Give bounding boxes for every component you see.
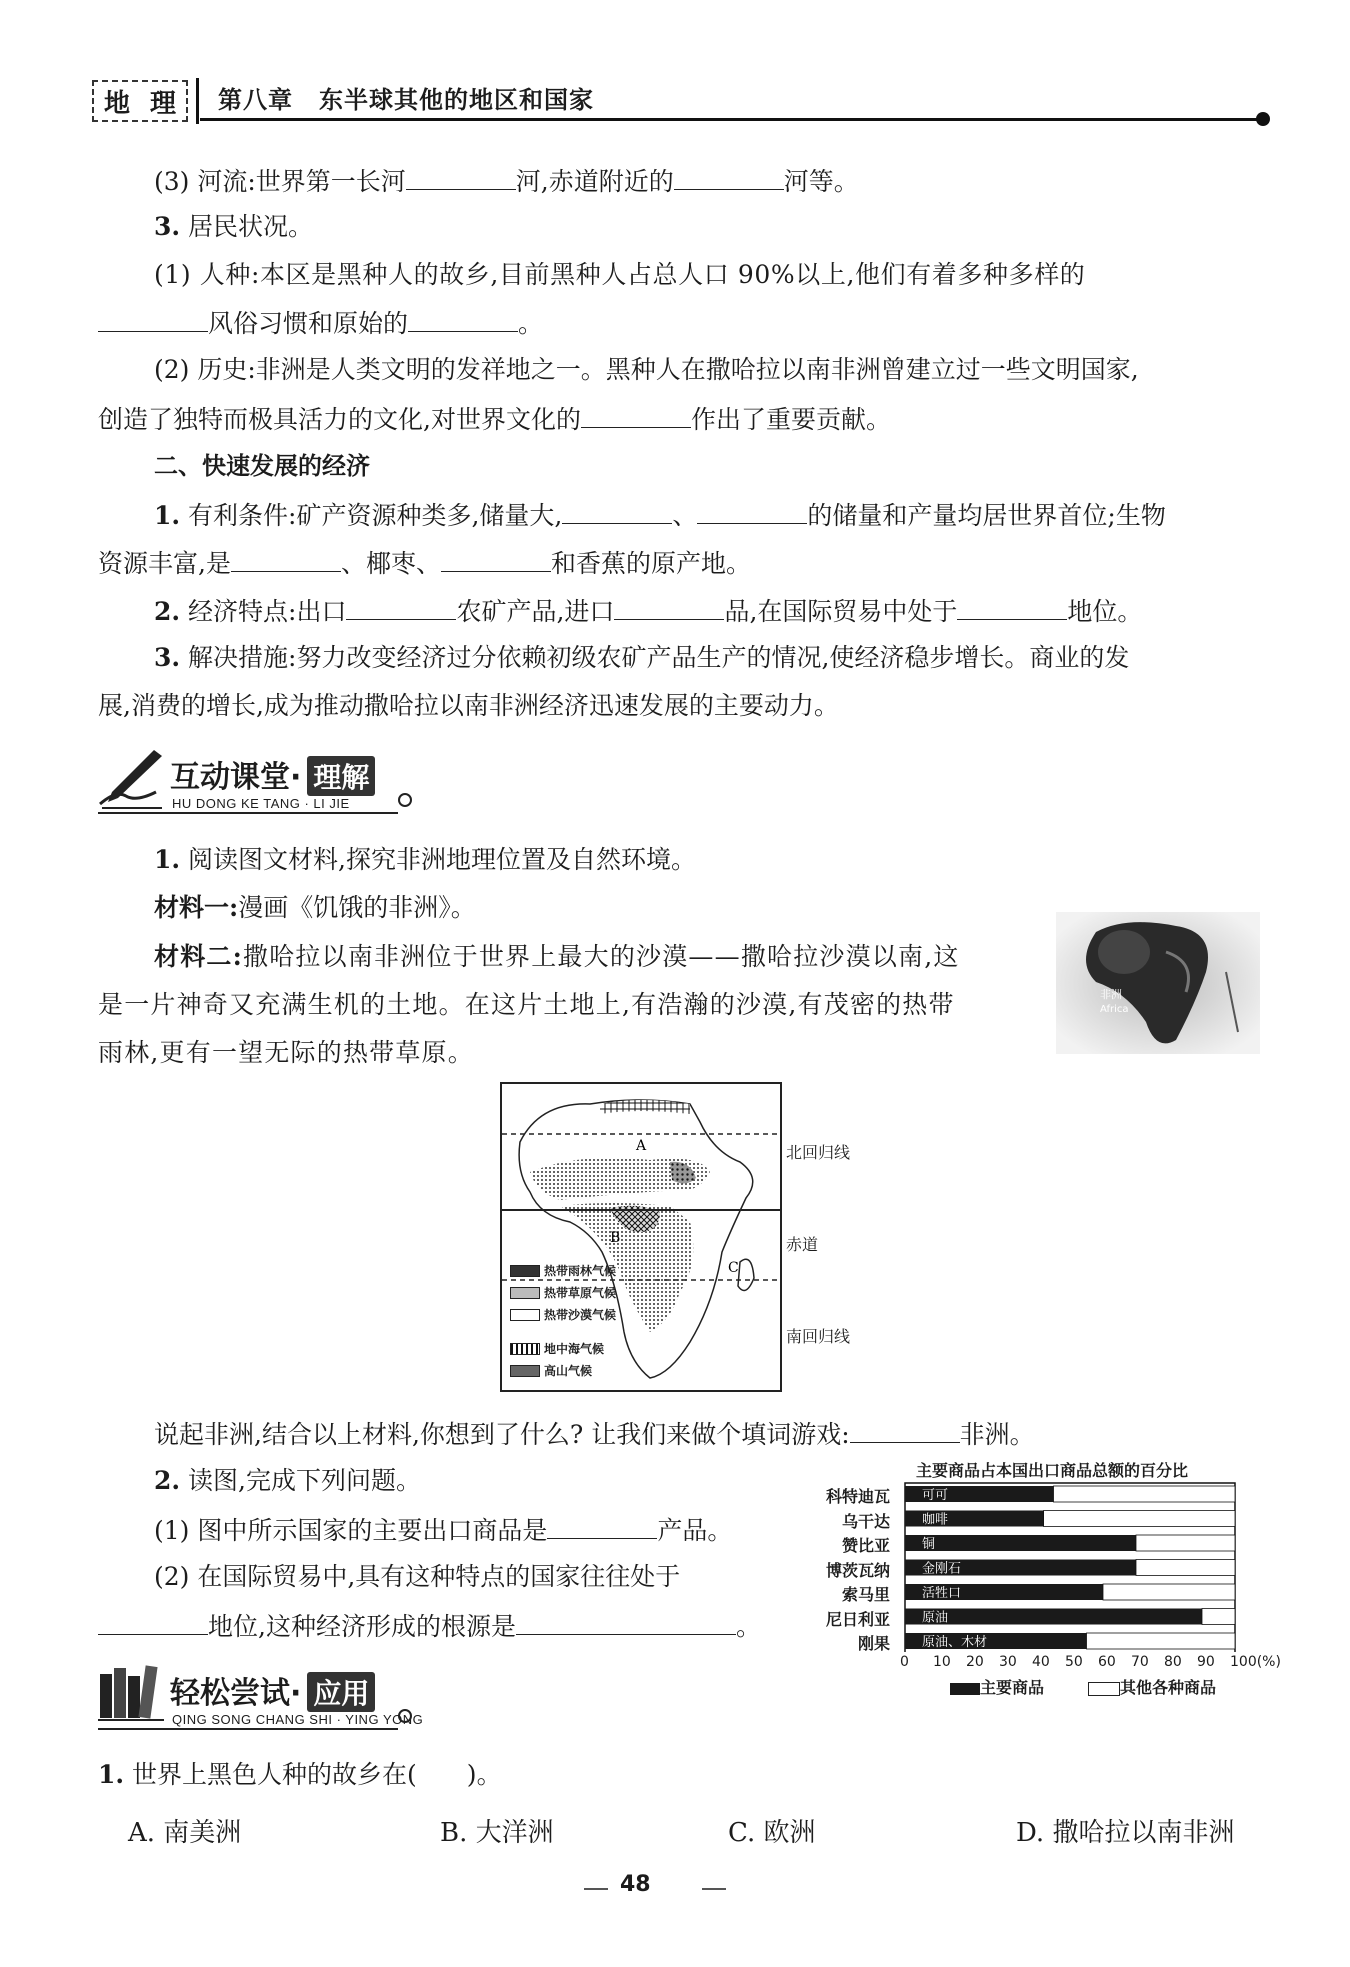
chart-legend-main [950, 1675, 1044, 1698]
text-line [98, 401, 891, 437]
text: (1) 人种:本区是黑种人的故乡,目前黑种人占总人口 90%以上,他们有着多种多样的 [154, 260, 1086, 289]
header-divider [196, 78, 199, 124]
section-ring [398, 793, 412, 807]
bar-other-1 [1044, 1511, 1235, 1527]
map-point-a: A [636, 1138, 647, 1154]
map-point-c: C [728, 1260, 739, 1276]
question-line [154, 1464, 421, 1498]
legend-label: 热带雨林气候 [544, 1264, 617, 1278]
bar-main-5 [905, 1609, 1202, 1625]
bar-label-6: 原油、木材 [922, 1635, 988, 1650]
material-line [98, 1036, 474, 1070]
text-line [154, 210, 313, 244]
text: (2) 历史:非洲是人类文明的发祥地之一。黑种人在撒哈拉以南非洲曾建立过一些文明国家, [154, 355, 1139, 384]
material-label: 材料一: [154, 893, 239, 922]
page-number: 48 [620, 1872, 651, 1897]
text: 解决措施:努力改变经济过分依赖初级农矿产品生产的情况,使经济稳步增长。商业的发 [180, 643, 1130, 672]
text: 、椰枣、 [340, 549, 441, 578]
text: 产品。 [657, 1516, 733, 1545]
item-number: 3. [154, 643, 181, 672]
text: 农矿产品,进口 [456, 597, 615, 626]
text: 风俗习惯和原始的 [208, 309, 409, 338]
fill-word-game [154, 1416, 1035, 1452]
question-line [154, 843, 696, 877]
answer-blank[interactable] [441, 545, 551, 572]
bar-label-3: 金刚石 [922, 1561, 962, 1577]
chart-legend-other [1088, 1675, 1216, 1698]
question-number: 1. [154, 845, 181, 874]
chart-category-label: 赞比亚 [841, 1536, 890, 1555]
answer-blank[interactable] [231, 545, 341, 572]
text: (1) 图中所示国家的主要出口商品是 [154, 1516, 548, 1545]
map-line-label: 南回归线 [786, 1327, 851, 1346]
chapter-number: 第八章 [218, 85, 293, 114]
text-line [154, 641, 1129, 675]
subject-char-2: 理 [149, 88, 176, 119]
bar-other-0 [1054, 1486, 1236, 1502]
legend-swatch-other [1088, 1682, 1120, 1696]
option-c[interactable]: C. 欧洲 [728, 1818, 816, 1848]
chart-x-tick: 10 [933, 1654, 951, 1670]
material-line [154, 891, 476, 925]
answer-blank[interactable] [697, 497, 807, 524]
text: 和香蕉的原产地。 [550, 549, 751, 578]
question-line [98, 1608, 761, 1644]
text-line [98, 689, 839, 723]
text: 作出了重要贡献。 [690, 405, 891, 434]
item-number: 2. [154, 597, 181, 626]
text-line [98, 305, 543, 341]
chart-category-label: 乌干达 [841, 1511, 890, 1531]
option-b[interactable]: B. 大洋洲 [440, 1818, 554, 1848]
text: 的储量和产量均居世界首位;生物 [807, 501, 1166, 530]
legend-swatch-main [950, 1683, 980, 1695]
answer-blank[interactable] [98, 1608, 208, 1635]
section-tag: 应用 [307, 1672, 375, 1712]
option-d[interactable]: D. 撒哈拉以南非洲 [1016, 1818, 1235, 1848]
bar-label-0: 可可 [922, 1488, 949, 1503]
chart-x-tick: 80 [1164, 1654, 1182, 1670]
material-line [98, 988, 955, 1022]
section-ring [398, 1709, 412, 1723]
map-legend-item [510, 1306, 616, 1323]
map-legend-item [510, 1284, 616, 1301]
text: 非洲。 [959, 1420, 1035, 1449]
text: 地位。 [1067, 597, 1143, 626]
text: 说起非洲,结合以上材料,你想到了什么? 让我们来做个填词游戏: [154, 1420, 850, 1449]
chart-category-label: 博茨瓦纳 [825, 1560, 890, 1580]
chart-x-tick: 70 [1131, 1654, 1149, 1670]
subject-badge [92, 80, 188, 122]
header-rule [200, 118, 1262, 121]
material-line [154, 940, 960, 974]
question-line [98, 1758, 502, 1792]
section-tag: 理解 [307, 756, 375, 796]
page-number-dash [702, 1888, 726, 1890]
legend-label: 其他各种商品 [1120, 1678, 1217, 1697]
bar-other-3 [1136, 1560, 1235, 1576]
text: 阅读图文材料,探究非洲地理位置及自然环境。 [180, 845, 697, 874]
bar-other-2 [1136, 1535, 1235, 1551]
answer-blank[interactable] [614, 593, 724, 620]
chart-x-tick: 90 [1197, 1654, 1215, 1670]
question-number: 1. [98, 1760, 125, 1789]
question-line [154, 1560, 680, 1594]
legend-label: 热带草原气候 [544, 1286, 617, 1300]
text: 、 [672, 501, 698, 530]
answer-blank[interactable] [562, 497, 672, 524]
bar-other-5 [1202, 1609, 1235, 1625]
text: 读图,完成下列问题。 [180, 1466, 422, 1495]
text: 雨林,更有一望无际的热带草原。 [98, 1038, 474, 1067]
item-number: 1. [154, 501, 181, 530]
map-legend-item [510, 1340, 604, 1357]
chapter-heading [218, 80, 594, 115]
answer-blank[interactable] [98, 305, 208, 332]
answer-blank[interactable] [406, 163, 516, 190]
answer-blank[interactable] [674, 163, 784, 190]
bar-label-2: 铜 [922, 1537, 936, 1552]
section-title-interactive: 互动课堂· 理解 [170, 752, 375, 796]
text: 品,在国际贸易中处于 [724, 597, 958, 626]
map-legend-item [510, 1362, 592, 1379]
chart-category-label: 尼日利亚 [825, 1609, 890, 1629]
chart-title: 主要商品占本国出口商品总额的百分比 [916, 1461, 1189, 1480]
map-legend-item [510, 1262, 616, 1279]
answer-blank[interactable] [850, 1416, 960, 1443]
map-line-label: 赤道 [786, 1235, 819, 1254]
section-title-try: 轻松尝试· 应用 [170, 1668, 375, 1712]
text: 撒哈拉以南非洲位于世界上最大的沙漠——撒哈拉沙漠以南,这 [243, 942, 960, 971]
chart-category-label: 科特迪瓦 [825, 1487, 890, 1506]
chart-x-tick: 40 [1032, 1654, 1050, 1670]
section-pinyin: HU DONG KE TANG · LI JIE [172, 796, 350, 811]
text: 展,消费的增长,成为推动撒哈拉以南非洲经济迅速发展的主要动力。 [98, 691, 839, 720]
answer-blank[interactable] [957, 593, 1067, 620]
text: 。 [518, 309, 544, 338]
cartoon-label-cn: 非洲 [1100, 988, 1122, 1001]
text: (3) 河流:世界第一长河 [154, 167, 406, 196]
bar-label-4: 活牲口 [922, 1586, 962, 1601]
hungry-africa-cartoon-image [1056, 912, 1260, 1054]
legend-label: 主要商品 [980, 1678, 1045, 1697]
text: 经济特点:出口 [180, 597, 347, 626]
text: 居民状况。 [180, 212, 314, 241]
pen-writing-icon [96, 746, 168, 810]
bar-other-4 [1103, 1584, 1235, 1600]
header-dot [1256, 112, 1270, 126]
chart-x-tick: 0 [900, 1654, 909, 1670]
bar-label-5: 原油 [922, 1610, 949, 1626]
text: 河,赤道附近的 [515, 167, 674, 196]
bar-other-6 [1087, 1633, 1236, 1649]
text: 资源丰富,是 [98, 549, 231, 578]
bar-label-1: 咖啡 [922, 1512, 949, 1528]
page-number-dash [584, 1888, 608, 1890]
cartoon-label-en: Africa [1100, 1004, 1129, 1015]
bar-main-2 [905, 1535, 1136, 1551]
text: 漫画《饥饿的非洲》。 [238, 893, 476, 922]
chart-x-tick: 30 [999, 1654, 1017, 1670]
option-a[interactable]: A. 南美洲 [128, 1818, 242, 1848]
text-line [154, 593, 1142, 629]
section-heading: 二、快速发展的经济 [154, 452, 370, 480]
chart-x-tick: 50 [1065, 1654, 1083, 1670]
text: 。 [735, 1612, 761, 1641]
legend-label: 地中海气候 [544, 1342, 605, 1356]
text: 创造了独特而极具活力的文化,对世界文化的 [98, 405, 581, 434]
chapter-title: 东半球其他的地区和国家 [319, 85, 594, 114]
text-line [154, 353, 1139, 387]
material-label: 材料二: [154, 942, 244, 971]
text: 地位,这种经济形成的根源是 [208, 1612, 516, 1641]
text-line [154, 258, 1085, 292]
section-title: 轻松尝试 [170, 1676, 290, 1711]
answer-blank[interactable] [581, 401, 691, 428]
chart-x-tick: 60 [1098, 1654, 1116, 1670]
question-number: 2. [154, 1466, 181, 1495]
item-number: 3. [154, 212, 181, 241]
section-pinyin: QING SONG CHANG SHI · YING YONG [172, 1712, 424, 1727]
legend-label: 高山气候 [544, 1364, 593, 1378]
chart-category-label: 刚果 [857, 1634, 890, 1653]
text: 河等。 [783, 167, 859, 196]
subject-char-1: 地 [103, 88, 130, 119]
answer-blank[interactable] [346, 593, 456, 620]
map-point-b: B [610, 1230, 621, 1246]
text: 世界上黑色人种的故乡在( )。 [124, 1760, 502, 1789]
section-rule [98, 812, 398, 814]
books-icon [96, 1660, 168, 1724]
text-line [154, 497, 1166, 533]
text-line [98, 545, 751, 581]
chart-x-tick: 20 [966, 1654, 984, 1670]
chart-x-tick: 100(%) [1230, 1654, 1281, 1670]
text-line [154, 163, 859, 199]
legend-label: 热带沙漠气候 [544, 1308, 617, 1322]
export-share-chart [904, 1482, 1248, 1652]
section-title: 互动课堂 [170, 760, 290, 795]
answer-blank[interactable] [408, 305, 518, 332]
text: 有利条件:矿产资源种类多,储量大, [180, 501, 563, 530]
question-line [154, 1512, 732, 1548]
section-rule [98, 1728, 398, 1730]
answer-blank[interactable] [516, 1608, 736, 1635]
chart-category-label: 索马里 [841, 1585, 890, 1604]
map-line-label: 北回归线 [786, 1143, 851, 1162]
text: 是一片神奇又充满生机的土地。在这片土地上,有浩瀚的沙漠,有茂密的热带 [98, 990, 955, 1019]
text: (2) 在国际贸易中,具有这种特点的国家往往处于 [154, 1562, 681, 1591]
answer-blank[interactable] [547, 1512, 657, 1539]
